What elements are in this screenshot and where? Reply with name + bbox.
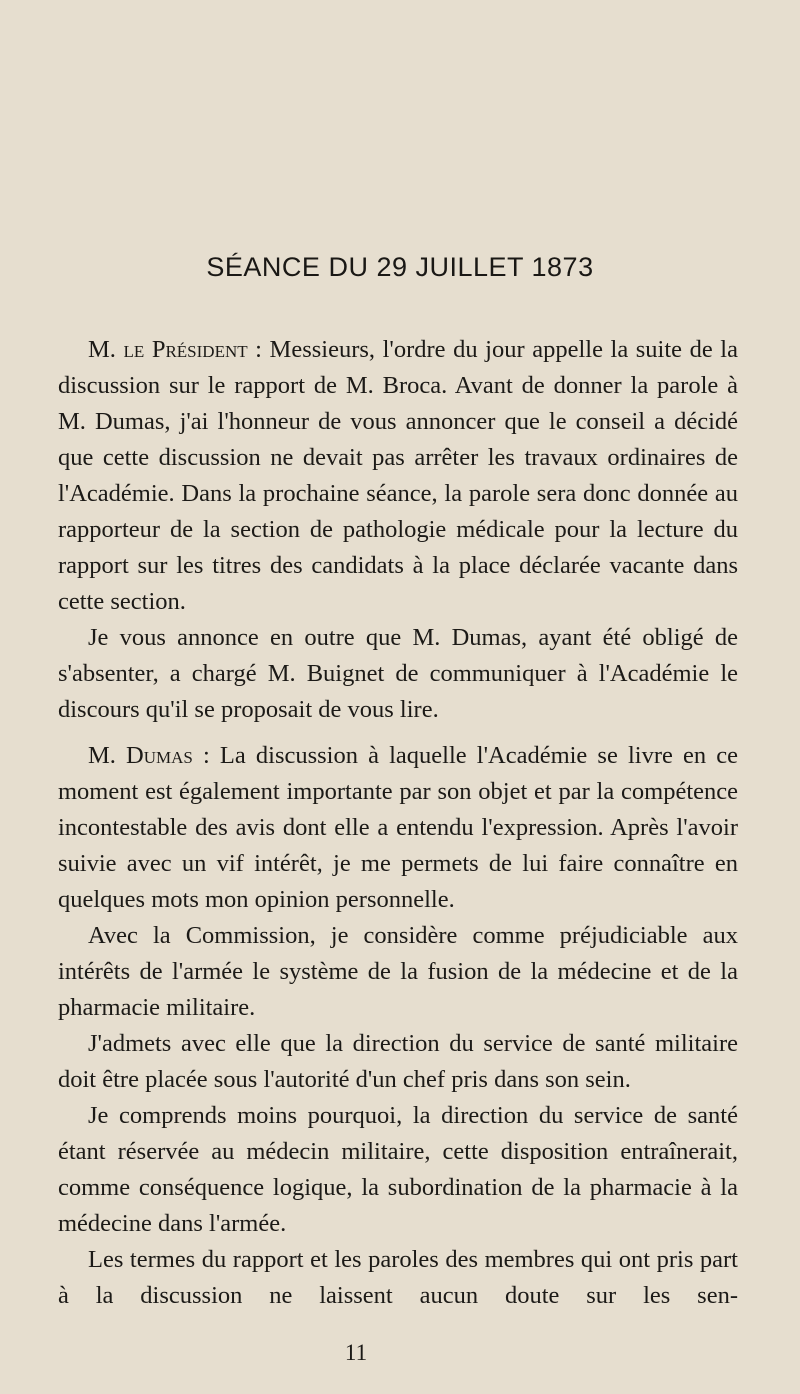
paragraph-rapport [58, 1242, 738, 1314]
body-text [58, 332, 738, 1314]
paragraph-commission [58, 918, 738, 1026]
paragraph-text: Les termes du rapport et les paroles des membres qui ont pris part à la discussion ne laissent aucun doute sur les sen- [58, 1246, 738, 1309]
paragraph-direction [58, 1026, 738, 1098]
speaker-name: M. le Président [88, 336, 248, 363]
paragraph-announcement [58, 620, 738, 728]
paragraph-subordination [58, 1098, 738, 1242]
page-number: 11 [344, 1340, 368, 1365]
paragraph-text: Je comprends moins pourquoi, la direction du service de santé étant réservée au médecin militaire, cette disposition entraînerait, comme conséquence logique, la subordination de la pharmacie à la médecine dans l'armée. [58, 1102, 738, 1237]
page-title: SÉANCE DU 29 JUILLET 1873 [206, 252, 594, 282]
paragraph-text: Je vous annonce en outre que M. Dumas, ayant été obligé de s'absenter, a chargé M. Buignet de communiquer à l'Académie le discours qu'il se proposait de vous lire. [58, 624, 738, 723]
paragraph-text: Avec la Commission, je considère comme préjudiciable aux intérêts de l'armée le système de la fusion de la médecine et de la pharmacie militaire. [58, 922, 738, 1021]
paragraph-text: : La discussion à laquelle l'Académie se livre en ce moment est également importante par son objet et par la compétence incontestable des avis dont elle a entendu l'expression. Après l'avoir suivie avec un vif intérêt, je me permets de lui faire connaître en quelques mots mon opinion personnelle. [58, 742, 738, 913]
paragraph-text: : Messieurs, l'ordre du jour appelle la suite de la discussion sur le rapport de M. Broca. Avant de donner la parole à M. Dumas, j'ai l'honneur de vous annoncer que le conseil a décidé que cette discussion ne devait pas arrêter les travaux ordinaires de l'Académie. Dans la prochaine séance, la parole sera donc donnée au rapporteur de la section de pathologie médicale pour la lecture du rapport sur les titres des candidats à la place déclarée vacante dans cette section. [58, 336, 738, 615]
paragraph-dumas [58, 738, 738, 918]
paragraph-text: J'admets avec elle que la direction du service de santé militaire doit être placée sous l'autorité d'un chef pris dans son sein. [58, 1030, 738, 1093]
paragraph-president [58, 332, 738, 620]
speaker-name: M. Dumas [88, 742, 193, 769]
